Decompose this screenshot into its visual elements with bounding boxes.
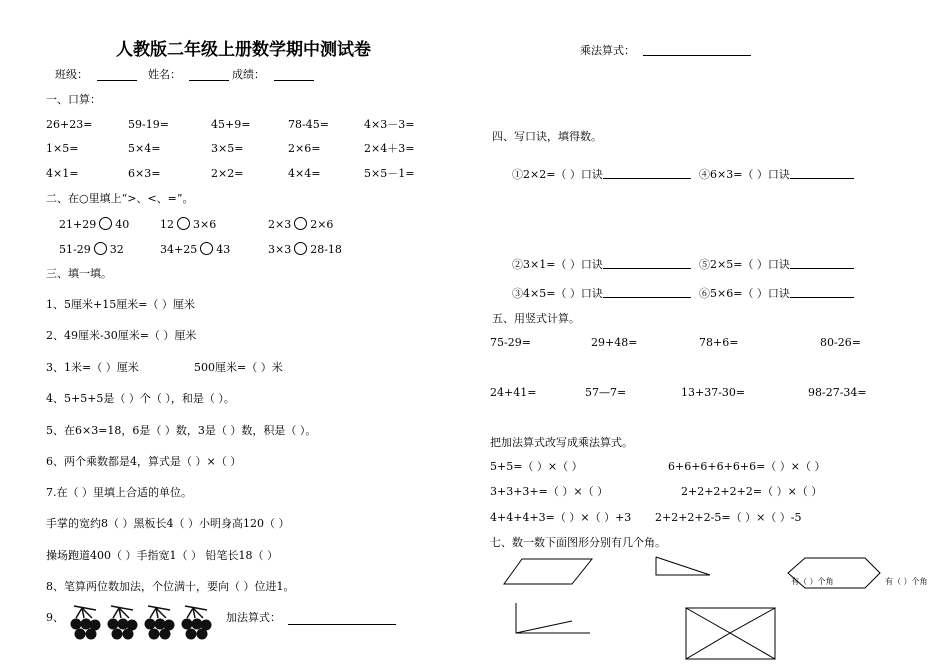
multiplication-answer-line[interactable]: [643, 55, 751, 56]
calc-item: 2×4＋3=: [364, 142, 415, 155]
calc-item: 57—7=: [585, 386, 627, 399]
shapes-figure: [500, 555, 920, 667]
angle-count-label: 有（ ）个角: [885, 577, 928, 586]
rhyme-blank[interactable]: [790, 178, 854, 179]
calc-item: 2×6=: [288, 142, 321, 155]
compare-circle[interactable]: [200, 242, 213, 255]
calc-item: 4×1=: [46, 167, 79, 180]
rhyme-item: ②3×1=（ ）口诀: [512, 258, 691, 272]
rhyme-blank[interactable]: [790, 297, 854, 298]
multiplication-label: 乘法算式：: [580, 44, 635, 57]
rewrite-item: 3+3+3+=（ ）×（ ）: [490, 485, 609, 498]
calc-item: 24+41=: [490, 386, 537, 399]
calc-item: 3×5=: [211, 142, 244, 155]
section-heading: 一、口算：: [46, 93, 101, 106]
compare-circle[interactable]: [99, 217, 112, 230]
section-heading: 三、填一填。: [46, 267, 112, 280]
angle-count-label: 有（ ）个角: [791, 577, 834, 586]
calc-item: 29+48=: [591, 336, 638, 349]
question: 8、笔算两位数加法，个位满十，要向（ ）位进1。: [46, 580, 295, 593]
section-heading: 七、数一数下面图形分别有几个角。: [490, 536, 666, 549]
addition-answer-line[interactable]: [288, 624, 396, 625]
calc-item: 2×2=: [211, 167, 244, 180]
calc-item: 78+6=: [699, 336, 739, 349]
compare-item: 21+29 40: [59, 218, 130, 231]
calc-item: 1×5=: [46, 142, 79, 155]
rhyme-blank[interactable]: [603, 297, 691, 298]
compare-item: 12 3×6: [160, 218, 217, 231]
calc-item: 45+9=: [211, 118, 251, 131]
rhyme-blank[interactable]: [603, 178, 691, 179]
parallelogram-shape: [504, 559, 592, 584]
rhyme-item: ④6×3=（ ）口诀: [699, 168, 854, 182]
compare-item: 2×3 2×6: [268, 218, 334, 231]
calc-item: 5×5－1=: [364, 167, 415, 180]
rewrite-item: 6+6+6+6+6+6=（ ）×（ ）: [668, 460, 826, 473]
rhyme-blank[interactable]: [603, 268, 691, 269]
cherry-bunch: [145, 606, 174, 639]
rewrite-item: 5+5=（ ）×（ ）: [490, 460, 583, 473]
calc-item: 26+23=: [46, 118, 93, 131]
question: 手掌的宽约8（ ）黑板长4（ ）小明身高120（ ）: [46, 517, 290, 530]
question: 7.在（ ）里填上合适的单位。: [46, 486, 192, 499]
cherry-bunch: [108, 606, 137, 639]
calc-item: 13+37-30=: [681, 386, 746, 399]
calc-item: 5×4=: [128, 142, 161, 155]
class-blank[interactable]: [97, 80, 137, 81]
question: 5、在6×3=18，6是（ ）数，3是（ ）数，积是（ ）。: [46, 424, 317, 437]
section-heading: 五、用竖式计算。: [492, 312, 580, 325]
calc-item: 78-45=: [288, 118, 329, 131]
rhyme-item: ⑥5×6=（ ）口诀: [699, 287, 854, 301]
rhyme-blank[interactable]: [790, 268, 854, 269]
section-heading: 四、写口诀，填得数。: [492, 130, 602, 143]
angle-shape: [516, 603, 572, 633]
cherry-bunches-illustration: [70, 604, 220, 642]
score-label: 成绩：: [232, 68, 265, 81]
score-blank[interactable]: [274, 80, 314, 81]
rhyme-item: ⑤2×5=（ ）口诀: [699, 258, 854, 272]
section-heading: 把加法算式改写成乘法算式。: [490, 436, 633, 449]
compare-circle[interactable]: [294, 217, 307, 230]
rewrite-item: 2+2+2+2-5=（ ）×（ ）-5: [655, 511, 802, 524]
rewrite-item: 2+2+2+2+2=（ ）×（ ）: [681, 485, 823, 498]
calc-item: 6×3=: [128, 167, 161, 180]
rhyme-item: ③4×5=（ ）口诀: [512, 287, 691, 301]
class-label: 班级：: [55, 68, 88, 81]
calc-item: 4×4=: [288, 167, 321, 180]
question: 2、49厘米-30厘米=（ ）厘米: [46, 329, 197, 342]
calc-item: 98-27-34=: [808, 386, 867, 399]
question-number: 9、: [46, 611, 64, 624]
compare-circle[interactable]: [94, 242, 107, 255]
compare-circle[interactable]: [294, 242, 307, 255]
calc-item: 4×3－3=: [364, 118, 415, 131]
compare-item: 51-29 32: [59, 243, 124, 256]
compare-item: 3×3 28-18: [268, 243, 342, 256]
question: 1、5厘米+15厘米=（ ）厘米: [46, 298, 195, 311]
cherry-bunch: [71, 606, 100, 639]
addition-label: 加法算式：: [226, 611, 281, 624]
section-heading: 二、在○里填上“>、<、=”。: [46, 192, 194, 205]
calc-item: 75-29=: [490, 336, 531, 349]
calc-item: 80-26=: [820, 336, 861, 349]
bowtie-shape: [686, 608, 730, 659]
page-title: 人教版二年级上册数学期中测试卷: [116, 40, 371, 60]
cherry-bunch: [182, 606, 211, 639]
question: 6、两个乘数都是4，算式是（ ）×（ ）: [46, 455, 242, 468]
compare-circle[interactable]: [177, 217, 190, 230]
question: 4、5+5+5是（ ）个（ ），和是（ ）。: [46, 392, 235, 405]
question: 3、1米=（ ）厘米: [46, 361, 139, 374]
compare-item: 34+25 43: [160, 243, 231, 256]
name-label: 姓名：: [148, 68, 181, 81]
name-blank[interactable]: [189, 80, 229, 81]
rhyme-item: ①2×2=（ ）口诀: [512, 168, 691, 182]
rewrite-item: 4+4+4+3=（ ）×（ ）+3: [490, 511, 632, 524]
calc-item: 59-19=: [128, 118, 169, 131]
question: 500厘米=（ ）米: [194, 361, 283, 374]
question: 操场跑道400（ ）手指宽1（ ） 铅笔长18（ ）: [46, 549, 278, 562]
